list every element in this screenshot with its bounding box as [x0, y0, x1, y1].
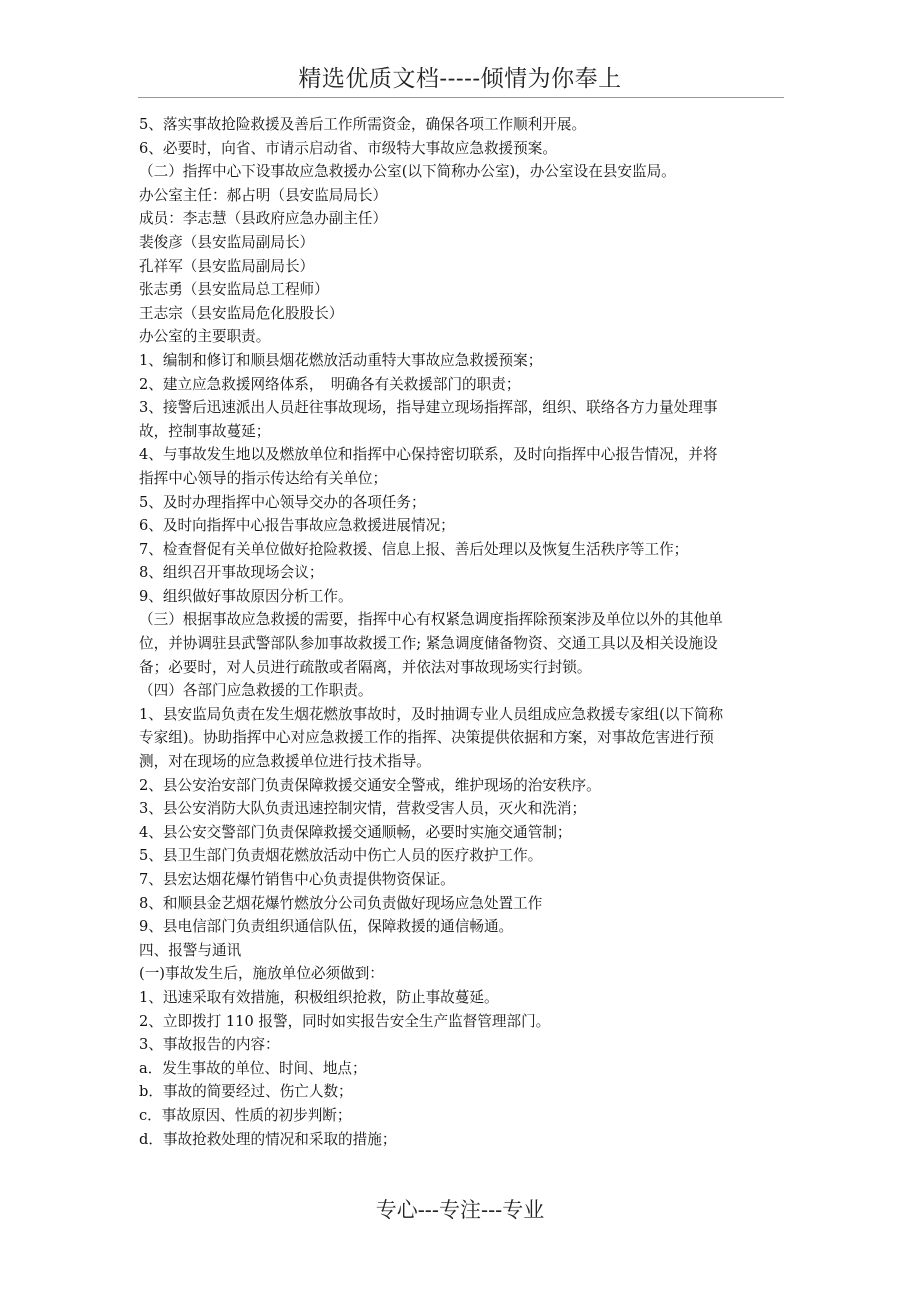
text-line: （四）各部门应急救援的工作职责。 [139, 682, 373, 700]
text-line: 测，对在现场的应急救援单位进行技术指导。 [139, 753, 431, 771]
text-line: 孔祥军（县安监局副局长） [139, 257, 315, 275]
text-line: 位，并协调驻县武警部队参加事故救援工作; 紧急调度储备物资、交通工具以及相关设施设 [139, 635, 718, 653]
text-line: 9、县电信部门负责组织通信队伍，保障救援的通信畅通。 [139, 918, 514, 936]
text-line: 4、与事故发生地以及燃放单位和指挥中心保持密切联系，及时向指挥中心报告情况，并将 [139, 446, 718, 464]
text-line: 专家组)。协助指挥中心对应急救援工作的指挥、决策提供依据和方案，对事故危害进行预 [139, 729, 714, 747]
text-line: a．发生事故的单位、时间、地点； [139, 1059, 367, 1077]
text-line: 8、组织召开事故现场会议； [139, 564, 324, 582]
text-line: 3、县公安消防大队负责迅速控制灾情，营救受害人员，灭火和洗消； [139, 800, 587, 818]
text-line: 故，控制事故蔓延； [139, 422, 271, 440]
text-line: 2、立即拨打 110 报警，同时如实报告安全生产监督管理部门。 [139, 1012, 551, 1030]
text-line: 四、报警与通讯 [139, 941, 242, 959]
text-line: 办公室的主要职责。 [139, 328, 271, 346]
text-line: 裴俊彦（县安监局副局长） [139, 233, 315, 251]
text-line: 办公室主任：郝占明（县安监局局长） [139, 186, 388, 204]
text-line: 3、接警后迅速派出人员赶往事故现场，指导建立现场指挥部，组织、联络各方力量处理事 [139, 399, 718, 417]
text-line: 7、检查督促有关单位做好抢险救援、信息上报、善后处理以及恢复生活秩序等工作； [139, 540, 689, 558]
text-line: 王志宗（县安监局危化股股长） [139, 304, 344, 322]
text-line: 3、事故报告的内容： [139, 1036, 280, 1054]
page-footer: 专心---专注---专业 [375, 1198, 545, 1222]
text-line: 指挥中心领导的指示传达给有关单位； [139, 469, 388, 487]
text-line: d．事故抢救处理的情况和采取的措施； [139, 1130, 397, 1148]
header-divider [138, 97, 784, 98]
text-line: c．事故原因、性质的初步判断； [139, 1106, 352, 1124]
text-line: 1、迅速采取有效措施，积极组织抢救，防止事故蔓延。 [139, 988, 499, 1006]
text-line: （三）根据事故应急救援的需要，指挥中心有权紧急调度指挥除预案涉及单位以外的其他单 [139, 611, 723, 629]
text-line: 成员：李志慧（县政府应急办副主任） [139, 210, 388, 228]
text-line: 8、和顺县金艺烟花爆竹燃放分公司负责做好现场应急处置工作 [139, 894, 543, 912]
text-line: 张志勇（县安监局总工程师） [139, 281, 329, 299]
text-line: 1、编制和修订和顺县烟花燃放活动重特大事故应急救援预案； [139, 351, 543, 369]
text-line: 5、县卫生部门负责烟花燃放活动中伤亡人员的医疗救护工作。 [139, 847, 543, 865]
text-line: 2、建立应急救援网络体系， 明确各有关救援部门的职责； [139, 375, 521, 393]
text-line: 5、及时办理指挥中心领导交办的各项任务； [139, 493, 426, 511]
text-line: 5、落实事故抢险救援及善后工作所需资金，确保各项工作顺利开展。 [139, 116, 587, 133]
text-line: 9、组织做好事故原因分析工作。 [139, 587, 353, 605]
document-body [139, 113, 787, 1151]
text-line: 备；必要时，对人员进行疏散或者隔离，并依法对事故现场实行封锁。 [139, 658, 592, 676]
text-line: b．事故的简要经过、伤亡人数； [139, 1083, 353, 1101]
text-line: 6、必要时，向省、市请示启动省、市级特大事故应急救援预案。 [139, 139, 557, 157]
text-line: 2、县公安治安部门负责保障救援交通安全警戒，维护现场的治安秩序。 [139, 776, 601, 794]
text-line: 7、县宏达烟花爆竹销售中心负责提供物资保证。 [139, 871, 455, 888]
text-line: 6、及时向指挥中心报告事故应急救援进展情况； [139, 517, 455, 535]
text-line: 1、县安监局负责在发生烟花燃放事故时，及时抽调专业人员组成应急救援专家组(以下简称 [139, 705, 724, 723]
text-line: （二）指挥中心下设事故应急救援办公室(以下简称办公室)，办公室设在县安监局。 [139, 163, 676, 181]
text-line: (一)事故发生后，施放单位必须做到： [139, 965, 384, 983]
text-line: 4、县公安交警部门负责保障救援交通顺畅，必要时实施交通管制； [139, 823, 572, 841]
page-header: 精选优质文档-----倾情为你奉上 [298, 66, 622, 92]
